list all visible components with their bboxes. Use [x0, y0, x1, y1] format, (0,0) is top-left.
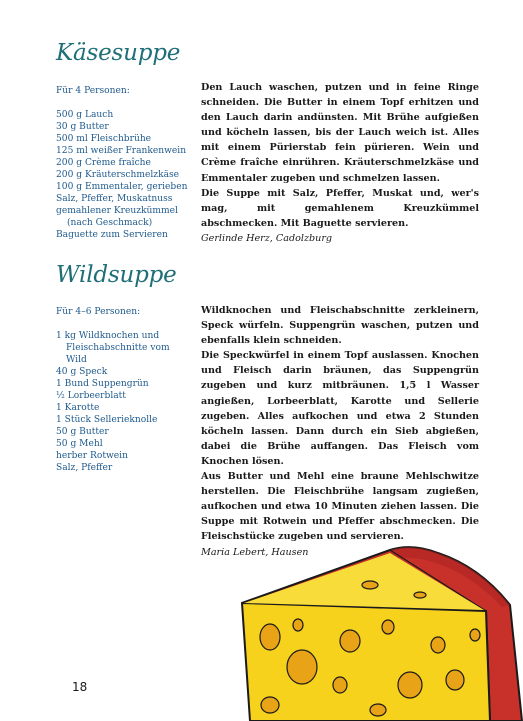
ingredient-item: 500 g Lauch	[56, 110, 114, 120]
cheese-wedge-icon	[240, 545, 523, 721]
instruction-paragraph: Wildknochen und Fleischabschnitte zerkleinern, Speck würfeln. Suppengrün waschen, putzen und ebenfalls klein schneiden.	[201, 305, 479, 347]
ingredient-item: 200 g Kräuterschmelzkäse	[56, 170, 180, 180]
ingredient-item: gemahlener Kreuzkümmel	[56, 206, 178, 216]
ingredient-item: 1 Bund Suppengrün	[56, 379, 149, 389]
ingredients-kaesesuppe	[56, 85, 196, 241]
ingredient-item: 1 Stück Sellerieknolle	[56, 415, 158, 425]
ingredient-list	[56, 109, 196, 241]
instruction-paragraph: Die Suppe mit Salz, Pfeffer, Muskat und, wer's mag, mit gemahlenem Kreuzkümmel abschmecken. Mit Baguette servieren.	[201, 187, 479, 229]
ingredient-item: 200 g Crème fraîche	[56, 158, 151, 168]
ingredient-item: 40 g Speck	[56, 367, 108, 377]
ingredient-item: Baguette zum Servieren	[56, 230, 168, 240]
ingredient-list	[56, 330, 196, 474]
instructions-wildsuppe	[201, 303, 479, 560]
ingredient-item: 50 g Mehl	[56, 439, 103, 449]
ingredient-item: Salz, Pfeffer, Muskatnuss	[56, 194, 173, 204]
instruction-paragraph: Die Speckwürfel in einem Topf auslassen. Knochen und Fleisch darin bräunen, das Suppengrün zugeben und kurz mitbräunen. 1,5 l Wasser angießen, Lorbeerblatt, Karotte und Sellerie zugeben. Alles aufkochen und etwa 2 Stunden köcheln lassen. Dann durch ein Sieb abgießen, dabei die Brühe auffangen. Das Fleisch vom Knochen lösen.	[201, 350, 479, 467]
ingredient-item: herber Rotwein	[56, 451, 128, 461]
ingredient-item: Salz, Pfeffer	[56, 463, 113, 473]
instruction-paragraph: Den Lauch waschen, putzen und in feine Ringe schneiden. Die Butter in einem Topf erhitzen und den Lauch darin andünsten. Mit Brühe aufgießen und köcheln lassen, bis der Lauch weich ist. Alles mit einem Pürierstab fein pürieren. Wein und Crème fraîche einrühren. Kräuterschmelzkäse und Emmentaler zugeben und schmelzen lassen.	[201, 82, 479, 184]
ingredient-item: 50 g Butter	[56, 427, 109, 437]
recipe-author: Maria Lebert, Hausen	[201, 546, 309, 558]
ingredient-item: 125 ml weißer Frankenwein	[56, 146, 187, 156]
recipe-title-kaesesuppe: Käsesuppe	[56, 40, 181, 66]
ingredient-item: 100 g Emmentaler, gerieben	[56, 182, 188, 192]
ingredient-item: ½ Lorbeerblatt	[56, 391, 126, 401]
servings-kaesesuppe: Für 4 Personen:	[56, 86, 130, 96]
instruction-paragraph: Aus Butter und Mehl eine braune Mehlschwitze herstellen. Die Fleischbrühe langsam zugießen, aufkochen und etwa 10 Minuten ziehen lassen. Die Suppe mit Rotwein und Pfeffer abschmecken. Die Fleischstücke zugeben und servieren.	[201, 471, 479, 543]
ingredient-item: 1 kg Wildknochen und Fleischabschnitte vom Wild	[56, 331, 170, 365]
ingredient-item: 500 ml Fleischbrühe	[56, 134, 152, 144]
ingredients-wildsuppe	[56, 306, 196, 474]
instructions-kaesesuppe	[201, 80, 479, 246]
servings-wildsuppe: Für 4–6 Personen:	[56, 307, 141, 317]
ingredient-item: (nach Geschmack)	[67, 218, 153, 228]
recipe-author: Gerlinde Herz, Cadolzburg	[201, 232, 333, 244]
recipe-title-wildsuppe: Wildsuppe	[56, 262, 177, 288]
ingredient-item: 1 Karotte	[56, 403, 100, 413]
page-number: 18	[72, 680, 88, 694]
ingredient-item: 30 g Butter	[56, 122, 109, 132]
